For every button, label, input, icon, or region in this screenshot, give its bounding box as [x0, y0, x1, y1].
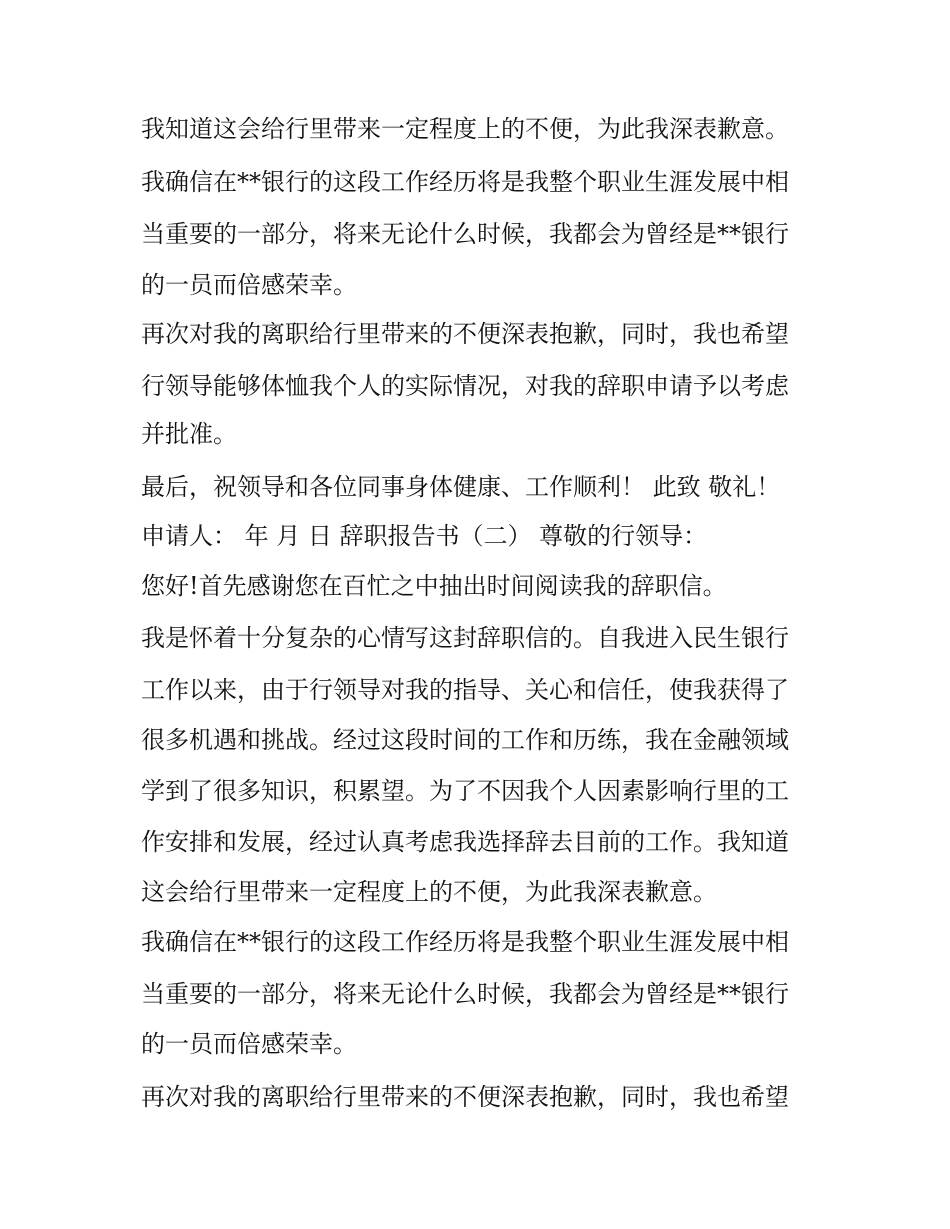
- text-line: 工作以来，由于行领导对我的指导、关心和信任，使我获得了: [141, 676, 789, 704]
- text-line: 的一员而倍感荣幸。: [141, 271, 357, 299]
- text-line: 我知道这会给行里带来一定程度上的不便，为此我深表歉意。: [141, 115, 789, 143]
- text-line: 并批准。: [141, 420, 237, 448]
- text-line: 最后，祝领导和各位同事身体健康、工作顺利！ 此致 敬礼！: [141, 473, 781, 501]
- text-line: 当重要的一部分，将来无论什么时候，我都会为曾经是**银行: [141, 220, 789, 248]
- text-line: 学到了很多知识，积累望。为了不因我个人因素影响行里的工: [141, 777, 789, 805]
- text-line: 我确信在**银行的这段工作经历将是我整个职业生涯发展中相: [141, 928, 789, 956]
- text-line: 申请人： 年 月 日 辞职报告书（二） 尊敬的行领导：: [141, 522, 708, 550]
- text-line: 再次对我的离职给行里带来的不便深表抱歉，同时，我也希望: [141, 320, 789, 348]
- text-line: 这会给行里带来一定程度上的不便，为此我深表歉意。: [141, 878, 717, 906]
- text-line: 再次对我的离职给行里带来的不便深表抱歉，同时，我也希望: [141, 1083, 789, 1111]
- text-line: 您好!首先感谢您在百忙之中抽出时间阅读我的辞职信。: [141, 572, 727, 600]
- text-line: 的一员而倍感荣幸。: [141, 1030, 357, 1058]
- text-line: 我是怀着十分复杂的心情写这封辞职信的。自我进入民生银行: [141, 624, 789, 652]
- text-line: 行领导能够体恤我个人的实际情况，对我的辞职申请予以考虑: [141, 372, 789, 400]
- text-line: 当重要的一部分，将来无论什么时候，我都会为曾经是**银行: [141, 980, 789, 1008]
- text-line: 作安排和发展，经过认真考虑我选择辞去目前的工作。我知道: [141, 828, 789, 856]
- text-line: 我确信在**银行的这段工作经历将是我整个职业生涯发展中相: [141, 168, 789, 196]
- text-line: 很多机遇和挑战。经过这段时间的工作和历练，我在金融领域: [141, 726, 789, 754]
